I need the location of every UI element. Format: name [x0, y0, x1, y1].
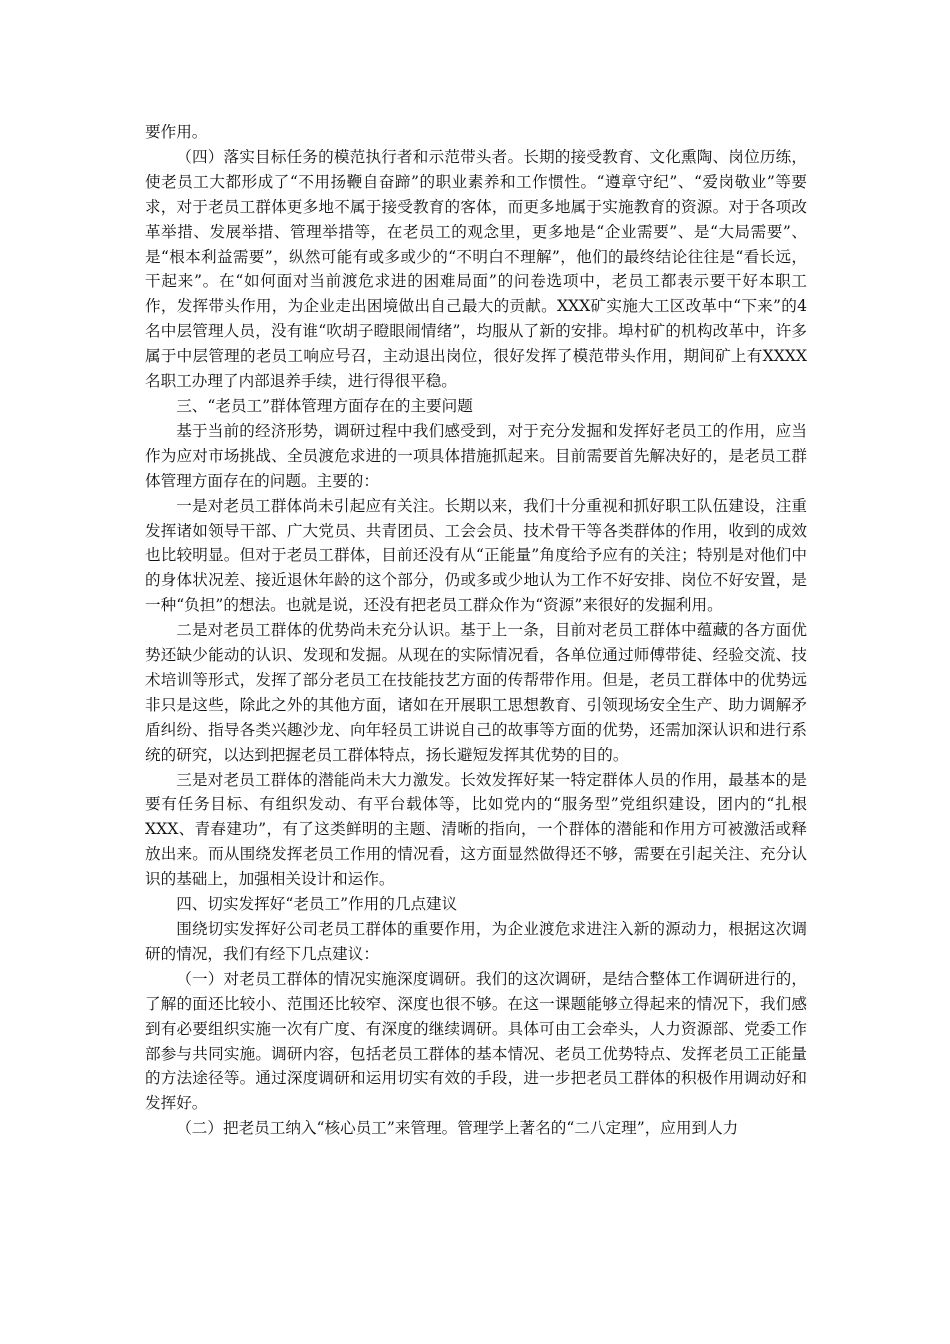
paragraph-continuation: 要作用。	[145, 123, 208, 141]
paragraph-intro-problems: 基于当前的经济形势，调研过程中我们感受到，对于充分发掘和发挥好老员工的作用，应当作为应对市场挑战、全员渡危求进的一项具体措施抓起来。目前需要首先解决好的，是老员工群体管理方面存在的问题。主要的：	[145, 421, 807, 490]
paragraph-problem-2: 二是对老员工群体的优势尚未充分认识。基于上一条，目前对老员工群体中蕴藏的各方面优势还缺少能动的认识、发现和发掘。从现在的实际情况看，各单位通过师傅带徒、经验交流、技术培训等形式，发挥了部分老员工在技能技艺方面的传帮带作用。但是，老员工群体中的优势远非只是这些，除此之外的其他方面，诸如在开展职工思想教育、引领现场安全生产、助力调解矛盾纠纷、指导各类兴趣沙龙、向年轻员工讲说自己的故事等方面的优势，还需加深认识和进行系统的研究，以达到把握老员工群体特点，扬长避短发挥其优势的目的。	[145, 621, 807, 764]
paragraph-problem-1: 一是对老员工群体尚未引起应有关注。长期以来，我们十分重视和抓好职工队伍建设，注重发挥诸如领导干部、广大党员、共青团员、工会会员、技术骨干等各类群体的作用，收到的成效也比较明显。但对于老员工群体，目前还没有从“正能量”角度给予应有的关注；特别是对他们中的身体状况差、接近退休年龄的这个部分，仍或多或少地认为工作不好安排、岗位不好安置，是一种“负担”的想法。也就是说，还没有把老员工群众作为“资源”来很好的发掘利用。	[145, 496, 807, 615]
section-heading-3: 三、“老员工”群体管理方面存在的主要问题	[176, 396, 473, 415]
document-page	[145, 120, 807, 1141]
paragraph-role-model: （四）落实目标任务的模范执行者和示范带头者。长期的接受教育、文化熏陶、岗位历练，使老员工大都形成了“不用扬鞭自奋蹄”的职业素养和工作惯性。“遵章守纪”、“爱岗敬业”等要求，对于老员工群体更多地不属于接受教育的客体，而更多地属于实施教育的资源。对于各项改革举措、发展举措、管理举措等，在老员工的观念里，更多地是“企业需要”、是“大局需要”、是“根本利益需要”，纵然可能有或多或少的“不明白不理解”，他们的最终结论往往是“看长远，干起来”。在“如何面对当前渡危求进的困难局面”的问卷选项中，老员工都表示要干好本职工作，发挥带头作用，为企业走出困境做出自己最大的贡献。XXX矿实施大工区改革中“下来”的4名中层管理人员，没有谁“吹胡子瞪眼闹情绪”，均服从了新的安排。埠村矿的机构改革中，许多属于中层管理的老员工响应号召，主动退出岗位，很好发挥了模范带头作用，期间矿上有XXXX名职工办理了内部退养手续，进行得很平稳。	[145, 147, 807, 391]
paragraph-intro-suggestions: 围绕切实发挥好公司老员工群体的重要作用，为企业渡危求进注入新的源动力，根据这次调研的情况，我们有经下几点建议：	[145, 920, 807, 963]
paragraph-suggestion-1: （一）对老员工群体的情况实施深度调研。我们的这次调研，是结合整体工作调研进行的，了解的面还比较小、范围还比较窄、深度也很不够。在这一课题能够立得起来的情况下，我们感到有必要组织实施一次有广度、有深度的继续调研。具体可由工会牵头，人力资源部、党委工作部参与共同实施。调研内容，包括老员工群体的基本情况、老员工优势特点、发挥老员工正能量的方法途径等。通过深度调研和运用切实有效的手段，进一步把老员工群体的积极作用调动好和发挥好。	[145, 969, 807, 1113]
section-heading-4: 四、切实发挥好“老员工”作用的几点建议	[176, 895, 458, 914]
paragraph-problem-3: 三是对老员工群体的潜能尚未大力激发。长效发挥好某一特定群体人员的作用，最基本的是要有任务目标、有组织发动、有平台载体等，比如党内的“服务型”党组织建设，团内的“扎根XXX、青春建功”，有了这类鲜明的主题、清晰的指向，一个群体的潜能和作用方可被激活或释放出来。而从围绕发挥老员工作用的情况看，这方面显然做得还不够，需要在引起关注、充分认识的基础上，加强相关设计和运作。	[145, 770, 807, 889]
paragraph-suggestion-2: （二）把老员工纳入“核心员工”来管理。管理学上著名的“二八定理”，应用到人力	[176, 1119, 739, 1138]
